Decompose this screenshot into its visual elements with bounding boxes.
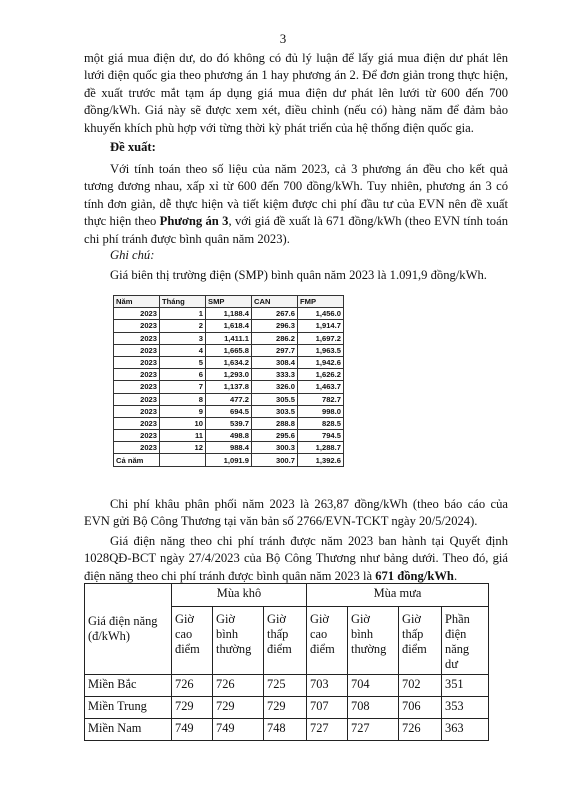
- smp-cell: 828.5: [298, 417, 344, 429]
- region-label: Miền Nam: [85, 719, 172, 741]
- smp-cell: 1,618.4: [206, 320, 252, 332]
- price-cell: 725: [264, 675, 307, 697]
- dry-season-header: Mùa khô: [172, 584, 307, 607]
- smp-cell: 794.5: [298, 430, 344, 442]
- smp-cell: 333.3: [252, 369, 298, 381]
- smp-cell: 2023: [114, 430, 160, 442]
- section-heading: Đề xuất:: [110, 140, 156, 154]
- wet-col-header: Giờ thấp điểm: [399, 607, 442, 675]
- smp-cell: 4: [160, 344, 206, 356]
- price-cell: 749: [172, 719, 213, 741]
- paragraph-1: một giá mua điện dư, do đó không có đủ lý luận để lấy giá mua điện dư phát lên lưới điện quốc gia theo phương án 1 hay phương án 2. Để đơn giản trong thực hiện, đề xuất trước mắt tạm áp dụng giá mua điện dư phát lên lưới từ 600 đến 700 đồng/kWh. Giá này sẽ được xem xét, điều chỉnh (nếu có) hàng năm để đảm bảo khuyến khích phù hợp với từng thời kỳ phát triển của hệ thống điện quốc gia.: [84, 51, 508, 135]
- smp-table-row: [114, 393, 344, 405]
- smp-header-year: Năm: [114, 296, 160, 308]
- smp-cell: 998.0: [298, 405, 344, 417]
- smp-cell: 1,697.2: [298, 332, 344, 344]
- smp-total-cell: 1,091.9: [206, 454, 252, 466]
- price-cell: 748: [264, 719, 307, 741]
- smp-header-fmp: FMP: [298, 296, 344, 308]
- smp-table-row: [114, 442, 344, 454]
- smp-note: Giá biên thị trường điện (SMP) bình quân năm 2023 là 1.091,9 đồng/kWh.: [110, 268, 487, 282]
- smp-table-body: [114, 308, 344, 454]
- smp-cell: 295.6: [252, 430, 298, 442]
- smp-cell: 2023: [114, 417, 160, 429]
- price-cell: 708: [348, 697, 399, 719]
- smp-cell: 267.6: [252, 308, 298, 320]
- smp-cell: 10: [160, 417, 206, 429]
- region-label: Miền Trung: [85, 697, 172, 719]
- smp-cell: 1,293.0: [206, 369, 252, 381]
- smp-cell: 11: [160, 430, 206, 442]
- smp-cell: 694.5: [206, 405, 252, 417]
- price-table-row: [85, 675, 489, 697]
- smp-cell: 300.3: [252, 442, 298, 454]
- price-table-body: [85, 675, 489, 741]
- smp-total-label: Cả năm: [114, 454, 160, 466]
- smp-cell: 782.7: [298, 393, 344, 405]
- smp-cell: 988.4: [206, 442, 252, 454]
- price-cell: 353: [442, 697, 489, 719]
- smp-cell: 1,634.2: [206, 356, 252, 368]
- paragraph-4-bold: 671 đồng/kWh: [375, 568, 454, 583]
- smp-cell: 1,411.1: [206, 332, 252, 344]
- paragraph-4: [84, 533, 508, 585]
- paragraph-4-post: .: [453, 568, 458, 583]
- smp-cell: 7: [160, 381, 206, 393]
- smp-cell: 2023: [114, 369, 160, 381]
- smp-cell: 2023: [114, 320, 160, 332]
- smp-total-cell: [160, 454, 206, 466]
- price-table: [84, 583, 489, 741]
- smp-cell: 2023: [114, 393, 160, 405]
- price-cell: 749: [213, 719, 264, 741]
- wet-col-header: Phần điện năng dư: [442, 607, 489, 675]
- smp-cell: 305.5: [252, 393, 298, 405]
- price-cell: 726: [399, 719, 442, 741]
- paragraph-3: Chi phí khâu phân phối năm 2023 là 263,87 đồng/kWh (theo báo cáo của EVN gửi Bộ Công Thương tại văn bản số 2766/EVN-TCKT ngày 20/5/2024).: [84, 497, 508, 529]
- smp-cell: 1,188.4: [206, 308, 252, 320]
- smp-table: [113, 295, 344, 467]
- price-cell: 704: [348, 675, 399, 697]
- smp-total-cell: 1,392.6: [298, 454, 344, 466]
- paragraph-4-pre: Giá điện năng theo chi phí tránh được năm 2023 ban hành tại Quyết định 1028QĐ-BCT ngày 27/4/2023 của Bộ Công Thương như bảng dưới. Theo đó, giá điện năng theo chi phí tránh được bình quân năm 2023 là: [84, 534, 508, 583]
- price-cell: 727: [348, 719, 399, 741]
- smp-cell: 6: [160, 369, 206, 381]
- smp-cell: 288.8: [252, 417, 298, 429]
- price-cell: 729: [172, 697, 213, 719]
- smp-cell: 2023: [114, 308, 160, 320]
- smp-cell: 2023: [114, 356, 160, 368]
- smp-total-row: [114, 454, 344, 466]
- price-cell: 702: [399, 675, 442, 697]
- smp-cell: 1,942.6: [298, 356, 344, 368]
- price-table-row: [85, 719, 489, 741]
- smp-cell: 1,963.5: [298, 344, 344, 356]
- smp-cell: 296.3: [252, 320, 298, 332]
- note-label: Ghi chú:: [110, 248, 155, 262]
- paragraph-2-post: , với giá đề xuất là 671 đồng/kWh (theo EVN tính toán chi phí tránh được bình quân năm 2023).: [84, 214, 508, 246]
- smp-cell: 12: [160, 442, 206, 454]
- smp-cell: 1,456.0: [298, 308, 344, 320]
- smp-table-row: [114, 430, 344, 442]
- price-cell: 726: [213, 675, 264, 697]
- price-cell: 363: [442, 719, 489, 741]
- smp-cell: 498.8: [206, 430, 252, 442]
- price-cell: 707: [307, 697, 348, 719]
- smp-cell: 539.7: [206, 417, 252, 429]
- paragraph-2: [84, 161, 508, 248]
- smp-cell: 1,137.8: [206, 381, 252, 393]
- paragraph-2-bold: Phương án 3: [159, 214, 229, 229]
- smp-cell: 477.2: [206, 393, 252, 405]
- region-label: Miền Bắc: [85, 675, 172, 697]
- smp-cell: 308.4: [252, 356, 298, 368]
- smp-cell: 2023: [114, 381, 160, 393]
- smp-cell: 2023: [114, 344, 160, 356]
- wet-season-header: Mùa mưa: [307, 584, 489, 607]
- smp-cell: 2023: [114, 405, 160, 417]
- smp-cell: 1,288.7: [298, 442, 344, 454]
- smp-table-header: [114, 296, 344, 308]
- smp-cell: 303.5: [252, 405, 298, 417]
- wet-col-header: Giờ cao điểm: [307, 607, 348, 675]
- smp-table-row: [114, 356, 344, 368]
- smp-header-smp: SMP: [206, 296, 252, 308]
- smp-table-row: [114, 320, 344, 332]
- smp-table-row: [114, 332, 344, 344]
- price-table-row: [85, 697, 489, 719]
- price-cell: 727: [307, 719, 348, 741]
- smp-cell: 2023: [114, 442, 160, 454]
- smp-table-row: [114, 405, 344, 417]
- smp-cell: 1: [160, 308, 206, 320]
- smp-table-row: [114, 381, 344, 393]
- smp-header-month: Tháng: [160, 296, 206, 308]
- smp-table-row: [114, 344, 344, 356]
- wet-col-header: Giờ bình thường: [348, 607, 399, 675]
- price-cell: 706: [399, 697, 442, 719]
- price-row-label: Giá điện năng (đ/kWh): [85, 584, 172, 675]
- price-cell: 726: [172, 675, 213, 697]
- smp-table-row: [114, 308, 344, 320]
- smp-cell: 297.7: [252, 344, 298, 356]
- smp-table-row: [114, 369, 344, 381]
- smp-cell: 2023: [114, 332, 160, 344]
- smp-total-cell: 300.7: [252, 454, 298, 466]
- dry-col-header: Giờ thấp điểm: [264, 607, 307, 675]
- smp-header-can: CAN: [252, 296, 298, 308]
- smp-cell: 326.0: [252, 381, 298, 393]
- price-cell: 703: [307, 675, 348, 697]
- smp-table-row: [114, 417, 344, 429]
- dry-col-header: Giờ cao điểm: [172, 607, 213, 675]
- smp-cell: 5: [160, 356, 206, 368]
- smp-cell: 1,463.7: [298, 381, 344, 393]
- page-number: 3: [279, 31, 287, 46]
- smp-cell: 1,626.2: [298, 369, 344, 381]
- dry-col-header: Giờ bình thường: [213, 607, 264, 675]
- smp-cell: 3: [160, 332, 206, 344]
- smp-cell: 8: [160, 393, 206, 405]
- smp-cell: 1,914.7: [298, 320, 344, 332]
- price-cell: 729: [264, 697, 307, 719]
- price-cell: 351: [442, 675, 489, 697]
- smp-cell: 2: [160, 320, 206, 332]
- paragraph-2-pre: Với tính toán theo số liệu của năm 2023, cả 3 phương án đều cho kết quả tương đương nhau, xấp xỉ từ 600 đến 700 đồng/kWh. Tuy nhiên, phương án 3 có tính đơn giản, dễ thực hiện và tiết kiệm được chi phí đầu tư của EVN nên đề xuất thực hiện theo: [84, 162, 508, 229]
- smp-cell: 286.2: [252, 332, 298, 344]
- smp-cell: 9: [160, 405, 206, 417]
- smp-cell: 1,665.8: [206, 344, 252, 356]
- price-cell: 729: [213, 697, 264, 719]
